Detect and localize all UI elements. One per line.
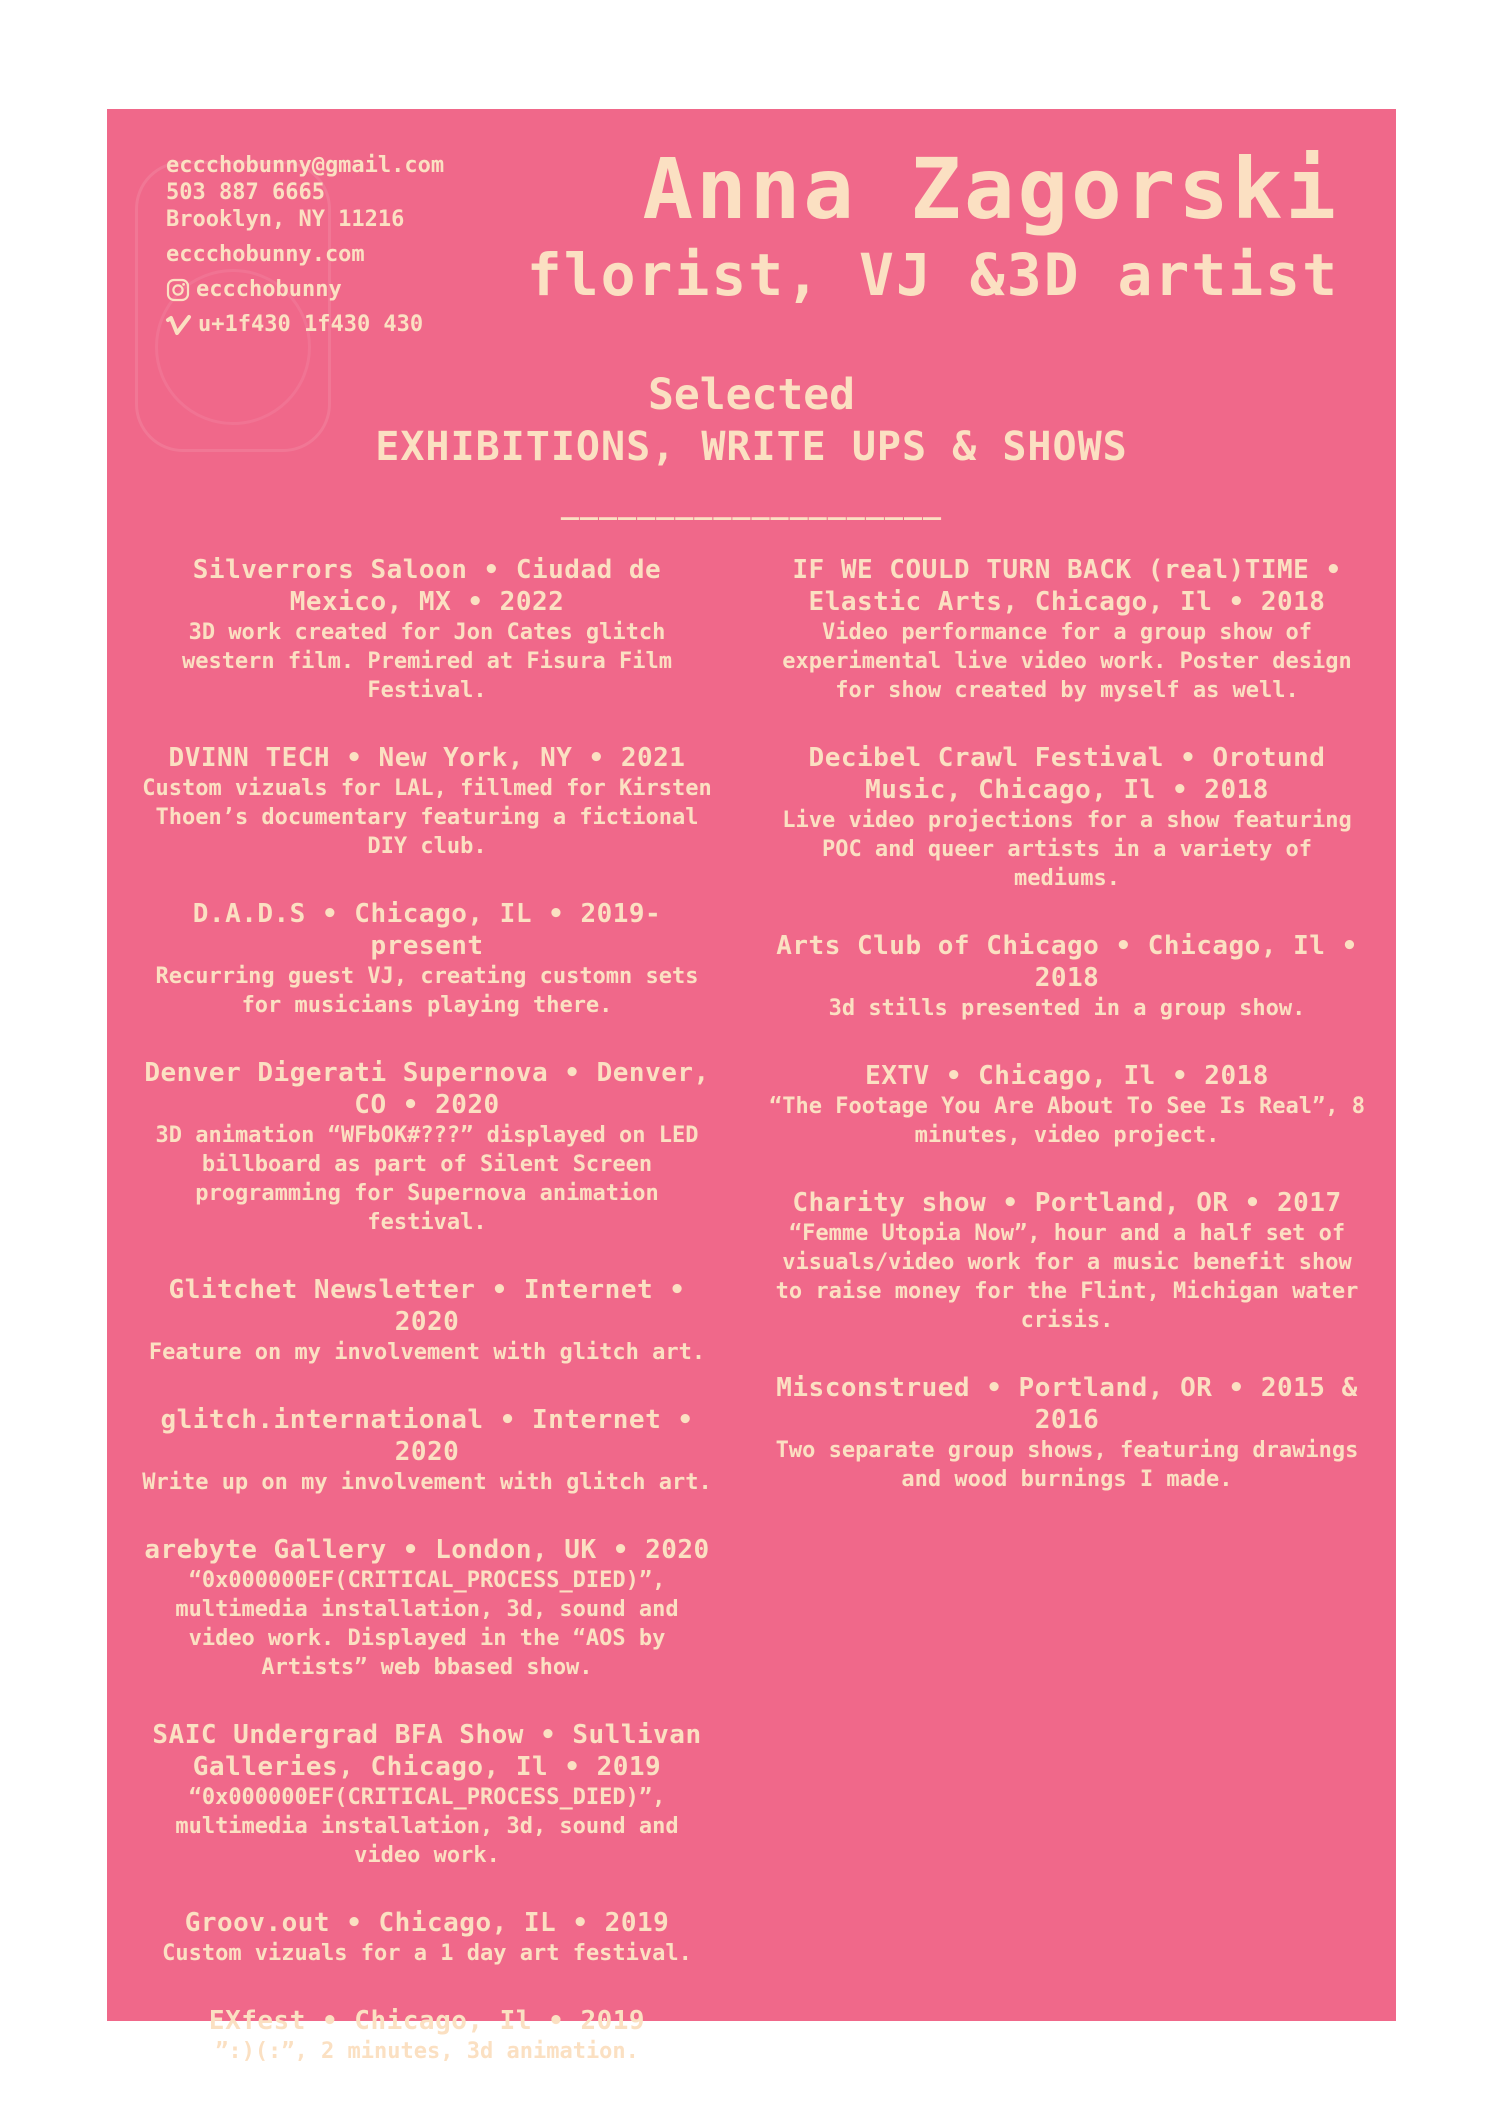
vimeo-icon — [166, 313, 192, 337]
exhibition-entry — [767, 930, 1367, 1023]
section-divider: ____________________ — [560, 486, 943, 521]
contact-instagram[interactable] — [166, 276, 444, 303]
entry-description: Feature on my involvement with glitch art. — [148, 1340, 706, 1365]
contact-location: Brooklyn, NY 11216 — [166, 207, 405, 232]
right-column — [767, 554, 1367, 1531]
entry-title: Groov.out • Chicago, IL • 2019 — [184, 1908, 670, 1938]
entry-title: Silverrors Saloon • Ciudad de Mexico, MX • 2022 — [192, 555, 662, 617]
entry-description: “0x000000EF(CRITICAL_PROCESS_DIED)”, multimedia installation, 3d, sound and video work. Displayed in the “AOS by Artists” web bbased show. — [175, 1568, 679, 1680]
role-subtitle: florist, VJ &3D artist — [526, 241, 1339, 309]
resume-card — [107, 109, 1396, 2064]
contact-block — [166, 152, 444, 338]
exhibition-entry — [137, 1534, 717, 1682]
entry-description: Custom vizuals for a 1 day art festival. — [162, 1941, 692, 1966]
instagram-icon — [166, 278, 190, 302]
entry-title: DVINN TECH • New York, NY • 2021 — [168, 743, 686, 773]
entry-description: Live video projections for a show featuring POC and queer artists in a variety of mediums. — [782, 808, 1352, 891]
entry-title: glitch.international • Internet • 2020 — [160, 1405, 694, 1467]
selected-label: Selected — [647, 370, 856, 420]
contact-website[interactable]: eccchobunny.com — [166, 242, 365, 267]
section-heading: EXHIBITIONS, WRITE UPS & SHOWS — [375, 424, 1128, 470]
exhibition-entry — [137, 1274, 717, 1367]
exhibition-entry — [767, 554, 1367, 705]
instagram-handle: eccchobunny — [196, 277, 342, 302]
exhibition-entry — [137, 898, 717, 1020]
entry-title: IF WE COULD TURN BACK (real)TIME • Elastic Arts, Chicago, Il • 2018 — [792, 555, 1342, 617]
vimeo-handle: u+1f430 1f430 430 — [198, 312, 424, 337]
contact-phone: 503 887 6665 — [166, 180, 325, 205]
exhibition-entry — [767, 742, 1367, 893]
name-heading: Anna Zagorski — [642, 140, 1339, 238]
entry-title: arebyte Gallery • London, UK • 2020 — [144, 1535, 710, 1565]
entry-title: D.A.D.S • Chicago, IL • 2019-present — [192, 899, 662, 961]
entry-description: 3D animation “WFbOK#???” displayed on LED billboard as part of Silent Screen programming for Supernova animation festival. — [155, 1123, 699, 1235]
exhibition-entry — [767, 1060, 1367, 1150]
entry-description: “0x000000EF(CRITICAL_PROCESS_DIED)”, multimedia installation, 3d, sound and video work. — [175, 1785, 679, 1868]
left-column — [137, 554, 717, 2103]
exhibition-entry — [137, 554, 717, 705]
entry-description: Two separate group shows, featuring drawings and wood burnings I made. — [775, 1438, 1359, 1492]
entry-description: “The Footage You Are About To See Is Real”, 8 minutes, video project. — [768, 1094, 1366, 1148]
entry-title: EXfest • Chicago, Il • 2019 — [208, 2006, 646, 2036]
exhibition-entry — [137, 1057, 717, 1237]
exhibition-entry — [137, 1907, 717, 1968]
contact-email[interactable]: eccchobunny@gmail.com — [166, 153, 445, 178]
entry-description: “Femme Utopia Now”, hour and a half set of visuals/video work for a music benefit show to raise money for the Flint, Michigan water crisis. — [775, 1221, 1359, 1333]
entry-description: Write up on my involvement with glitch art. — [142, 1470, 712, 1495]
entry-title: Charity show • Portland, OR • 2017 — [792, 1188, 1342, 1218]
entry-description: ”:)(:”, 2 minutes, 3d animation. — [215, 2039, 639, 2064]
entry-description: Custom vizuals for LAL, fillmed for Kirsten Thoen’s documentary featuring a fictional DIY club. — [142, 776, 712, 859]
entry-title: Decibel Crawl Festival • Orotund Music, Chicago, Il • 2018 — [808, 743, 1326, 805]
exhibition-entry — [137, 2005, 717, 2066]
entry-description: 3D work created for Jon Cates glitch western film. Premired at Fisura Film Festival. — [181, 620, 673, 703]
entry-description: Recurring guest VJ, creating customn sets for musicians playing there. — [155, 964, 699, 1018]
exhibition-entry — [137, 742, 717, 861]
entry-description: Video performance for a group show of experimental live video work. Poster design for show created by myself as well. — [782, 620, 1352, 703]
entry-title: Glitchet Newsletter • Internet • 2020 — [168, 1275, 686, 1337]
entry-title: SAIC Undergrad BFA Show • Sullivan Galleries, Chicago, Il • 2019 — [152, 1720, 702, 1782]
exhibition-entry — [767, 1372, 1367, 1494]
entry-title: EXTV • Chicago, Il • 2018 — [865, 1061, 1269, 1091]
exhibition-entry — [767, 1187, 1367, 1335]
entry-title: Misconstrued • Portland, OR • 2015 & 2016 — [776, 1373, 1358, 1435]
entry-description: 3d stills presented in a group show. — [828, 996, 1306, 1021]
entry-title: Denver Digerati Supernova • Denver, CO • 2020 — [144, 1058, 710, 1120]
exhibition-entry — [137, 1719, 717, 1870]
exhibition-entry — [137, 1404, 717, 1497]
entry-title: Arts Club of Chicago • Chicago, Il • 2018 — [776, 931, 1358, 993]
contact-vimeo[interactable] — [166, 311, 444, 338]
